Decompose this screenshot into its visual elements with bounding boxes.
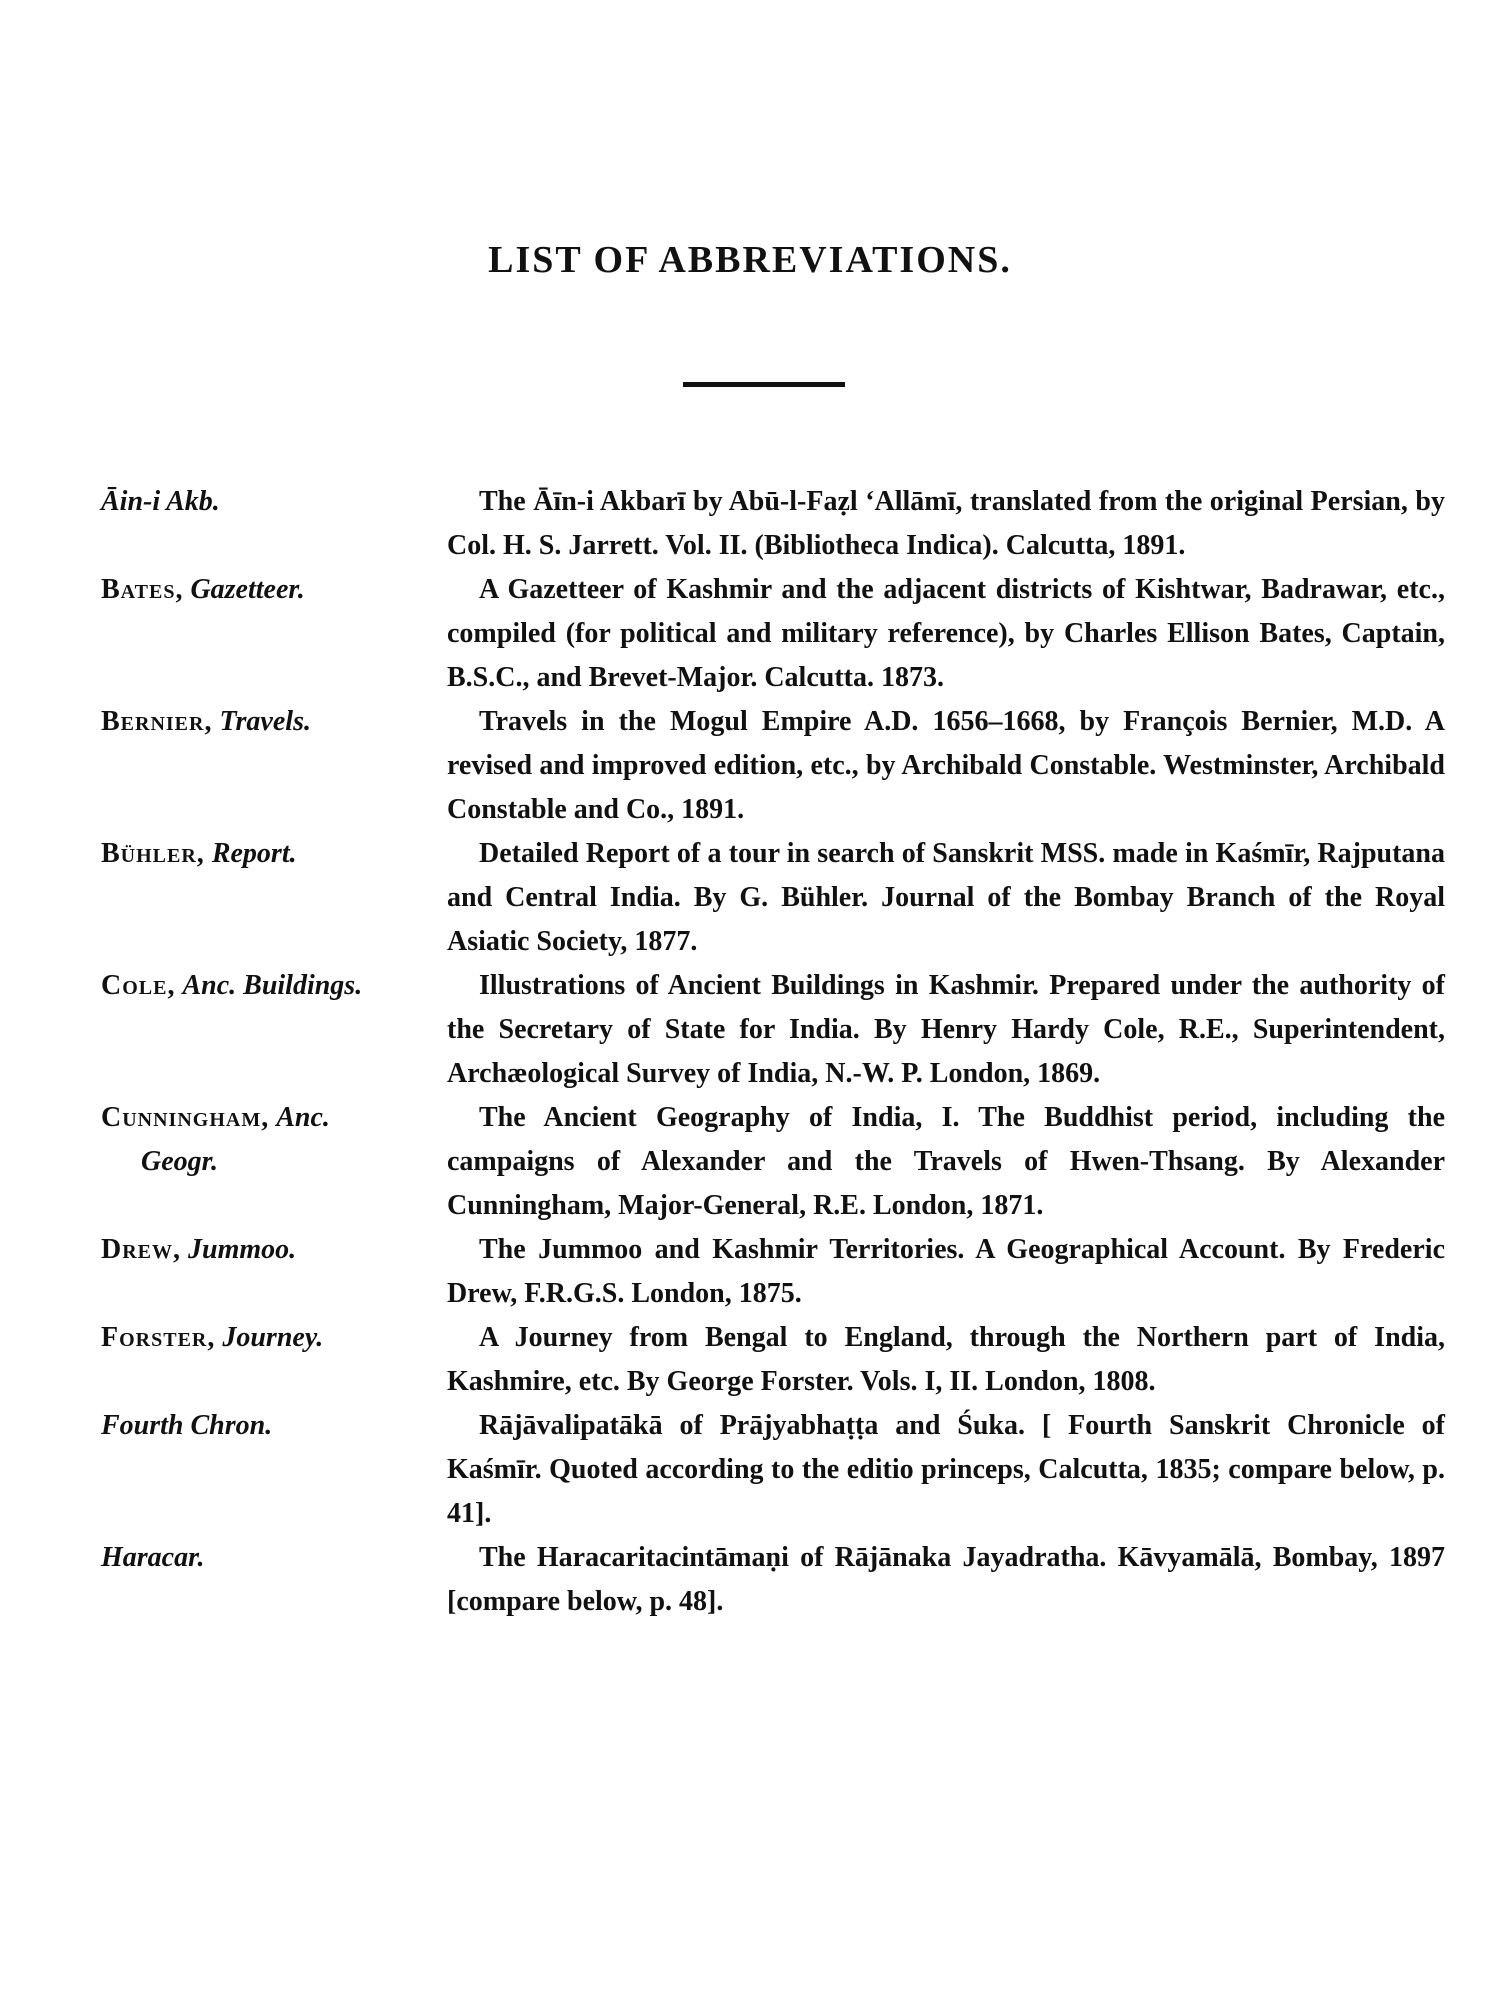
abbreviation-entry	[95, 568, 1445, 700]
abbreviation	[95, 1096, 447, 1184]
abbreviation-entry	[95, 1316, 1445, 1404]
abbreviation-entry	[95, 1536, 1445, 1624]
abbreviation	[95, 700, 447, 744]
abbreviation-description: Travels in the Mogul Empire A.D. 1656–1668, by François Bernier, M.D. A revised and improved edition, etc., by Archibald Constable. Westminster, Archibald Constable and Co., 1891.	[447, 706, 1445, 825]
abbreviation-work: Report.	[211, 838, 297, 869]
abbreviation-work: Journey.	[222, 1322, 324, 1353]
abbreviation-work: Travels.	[219, 706, 311, 737]
abbreviation-entry	[95, 700, 1445, 832]
abbreviation-description: Detailed Report of a tour in search of Sanskrit MSS. made in Kaśmīr, Rajputana and Central India. By G. Bühler. Journal of the Bombay Branch of the Royal Asiatic Society, 1877.	[447, 838, 1445, 957]
abbreviation	[95, 568, 447, 612]
abbreviation-work: Haracar.	[101, 1542, 205, 1573]
abbreviation-author: Cunningham,	[101, 1102, 270, 1133]
abbreviation-description: A Journey from Bengal to England, through the Northern part of India, Kashmire, etc. By George Forster. Vols. I, II. London, 1808.	[447, 1322, 1445, 1397]
abbreviation-entry	[95, 1404, 1445, 1536]
abbreviation	[95, 832, 447, 876]
abbreviation	[95, 964, 447, 1008]
abbreviation-work: Jummoo.	[188, 1234, 297, 1265]
abbreviation-entry	[95, 964, 1445, 1096]
abbreviation-list	[95, 480, 1445, 1624]
abbreviation-work: Gazetteer.	[190, 574, 305, 605]
abbreviation-author: Drew,	[101, 1234, 182, 1265]
abbreviation-author: Bates,	[101, 574, 184, 605]
abbreviation-work-continued: Geogr.	[141, 1146, 218, 1177]
abbreviation-description: Illustrations of Ancient Buildings in Kashmir. Prepared under the authority of the Secretary of State for India. By Henry Hardy Cole, R.E., Superintendent, Archæological Survey of India, N.-W. P. London, 1869.	[447, 970, 1445, 1089]
abbreviation-description: A Gazetteer of Kashmir and the adjacent districts of Kishtwar, Badrawar, etc., compiled (for political and military reference), by Charles Ellison Bates, Captain, B.S.C., and Brevet-Major. Calcutta. 1873.	[447, 574, 1445, 693]
abbreviation	[95, 480, 447, 524]
abbreviation	[95, 1316, 447, 1360]
abbreviation	[95, 1228, 447, 1272]
abbreviation-entry	[95, 1096, 1445, 1228]
abbreviation-author: Forster,	[101, 1322, 216, 1353]
abbreviation-author: Cole,	[101, 970, 176, 1001]
page-title: LIST OF ABBREVIATIONS.	[488, 239, 1012, 281]
abbreviation	[95, 1536, 447, 1580]
abbreviation-entry	[95, 480, 1445, 568]
abbreviation-description: The Ancient Geography of India, I. The Buddhist period, including the campaigns of Alexander and the Travels of Hwen-Thsang. By Alexander Cunningham, Major-General, R.E. London, 1871.	[447, 1102, 1445, 1221]
abbreviation-author: Bühler,	[101, 838, 205, 869]
abbreviation	[95, 1404, 447, 1448]
abbreviation-entry	[95, 1228, 1445, 1316]
title-divider	[683, 382, 845, 387]
abbreviation-description: The Āīn-i Akbarī by Abū-l-Faẓl ‘Allāmī, translated from the original Persian, by Col. H. S. Jarrett. Vol. II. (Bibliotheca Indica). Calcutta, 1891.	[447, 486, 1445, 561]
abbreviation-work: Anc. Buildings.	[182, 970, 363, 1001]
abbreviation-description: Rājāvalipatākā of Prājyabhaṭṭa and Śuka. [ Fourth Sanskrit Chronicle of Kaśmīr. Quoted according to the editio princeps, Calcutta, 1835; compare below, p. 41].	[447, 1410, 1445, 1529]
abbreviation-work: Āin-i Akb.	[101, 486, 220, 517]
abbreviation-description: The Jummoo and Kashmir Territories. A Geographical Account. By Frederic Drew, F.R.G.S. London, 1875.	[447, 1234, 1445, 1309]
abbreviation-work: Anc.	[276, 1102, 330, 1133]
abbreviation-entry	[95, 832, 1445, 964]
abbreviation-work: Fourth Chron.	[101, 1410, 273, 1441]
abbreviation-author: Bernier,	[101, 706, 213, 737]
abbreviation-description: The Haracaritacintāmaṇi of Rājānaka Jayadratha. Kāvyamālā, Bombay, 1897 [compare below, p. 48].	[447, 1542, 1445, 1617]
